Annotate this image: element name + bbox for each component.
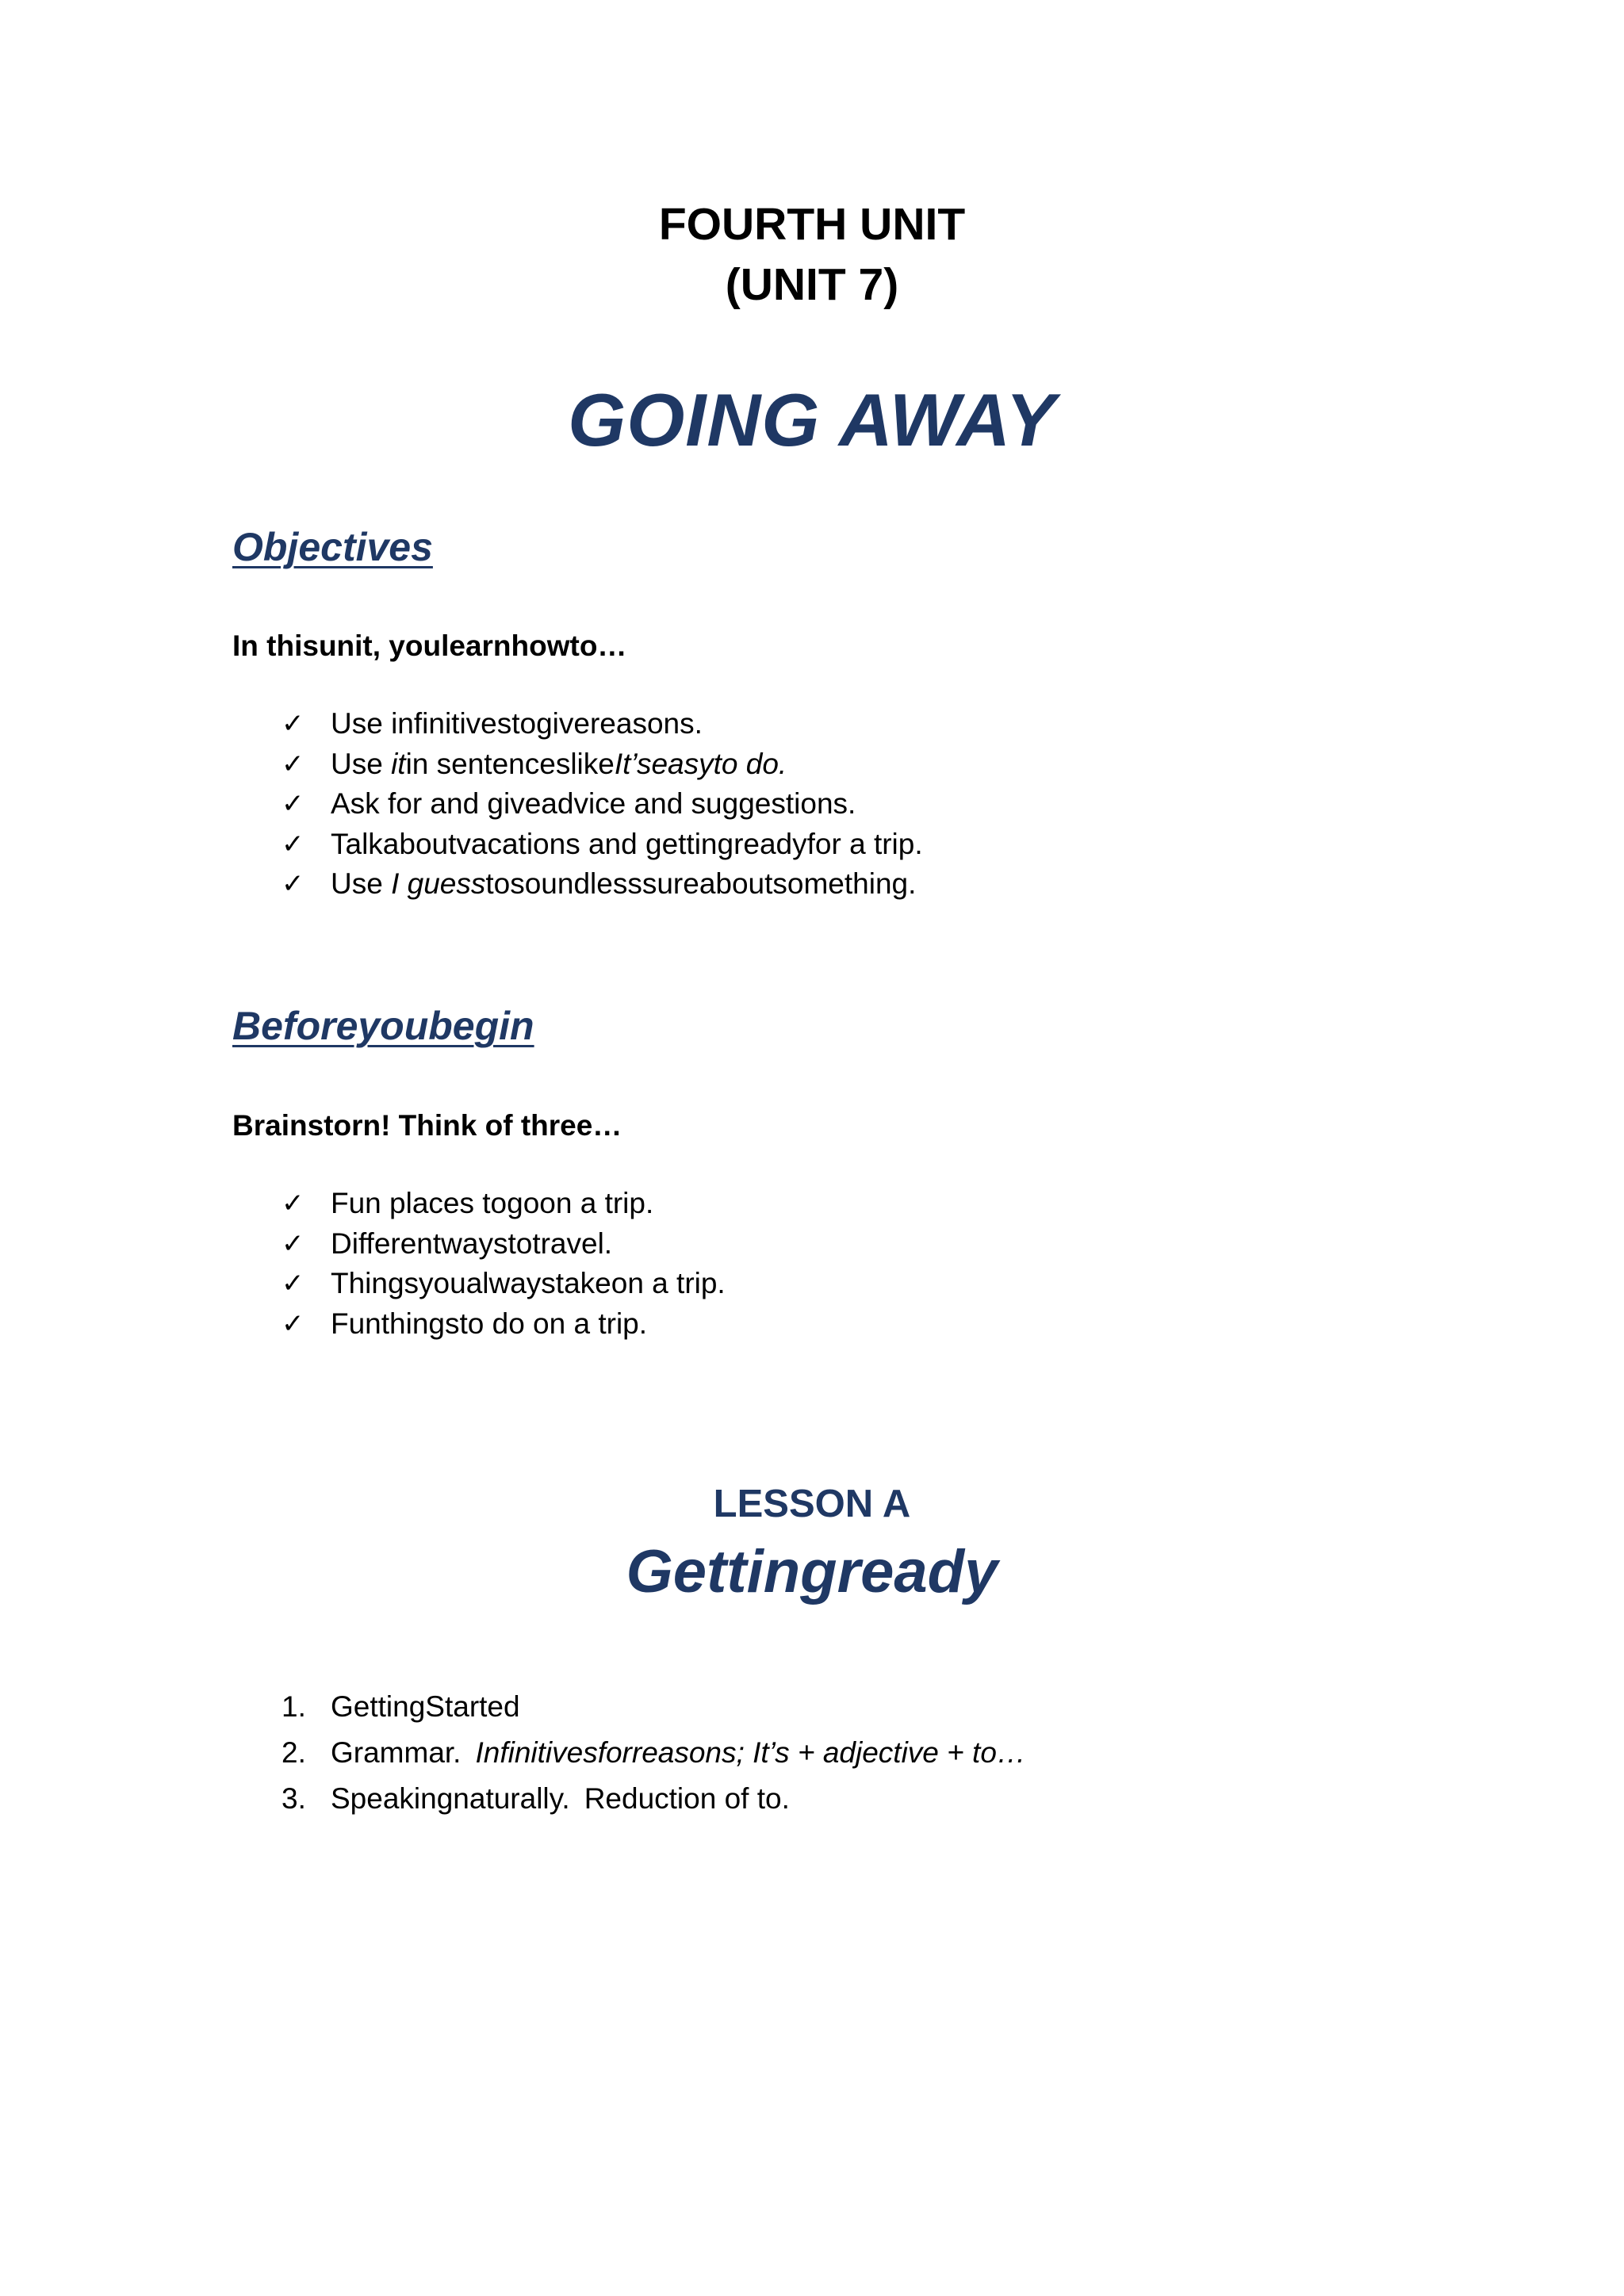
lesson-item-extra: Reduction of to. [584,1782,790,1815]
checkmark-icon: ✓ [282,748,304,780]
objectives-item-text: Use [331,747,392,780]
checkmark-icon: ✓ [282,1268,304,1299]
lesson-item-text: GettingStarted [331,1690,520,1723]
checkmark-icon: ✓ [282,1227,304,1260]
lesson-item [282,1776,1026,1822]
checkmark-icon: ✓ [282,1188,304,1219]
brainstorm-item-text: Thingsyoualwaystakeon a trip. [331,1267,726,1299]
lesson-item [282,1730,1026,1776]
brainstorm-item-text: Fun places togoon a trip. [331,1187,654,1219]
objectives-list [282,704,923,905]
objectives-intro: In thisunit, youlearnhowto… [232,629,627,662]
brainstorm-item-text: Differentwaystotravel. [331,1226,613,1260]
lesson-item-text: Grammar. [331,1736,462,1769]
objectives-item-text: Use infinitivestogivereasons. [331,707,703,740]
lesson-item [282,1684,1026,1730]
objectives-item-text: in sentenceslike [405,747,615,780]
lesson-label: LESSON A [713,1483,911,1525]
lesson-item-text: Speakingnaturally. [331,1782,570,1815]
before-you-begin-list [282,1184,726,1344]
lesson-item-number: 1. [282,1690,306,1723]
main-title: GOING AWAY [568,378,1056,461]
unit-title-line-2: (UNIT 7) [725,259,899,310]
brainstorm-item-text: Funthingsto do on a trip. [331,1307,648,1340]
brainstorm-item [282,1184,726,1224]
objectives-item-emphasis: It’seasyto do. [614,747,787,780]
objectives-item-emphasis: it [391,747,406,780]
before-you-begin-heading: Beforeyoubegin [232,1004,534,1048]
objectives-item-text: Ask for and giveadvice and suggestions. [331,787,856,820]
objectives-item [282,825,923,865]
objectives-item [282,784,923,825]
brainstorm-item [282,1224,726,1265]
lesson-item-number: 3. [282,1782,306,1815]
brainstorm-item [282,1264,726,1304]
checkmark-icon: ✓ [282,868,304,900]
objectives-item [282,744,923,785]
objectives-item-emphasis: I guess [391,867,486,900]
checkmark-icon: ✓ [282,828,304,860]
lesson-item-emphasis: Infinitivesforreasons; It’s + adjective + to… [475,1736,1026,1769]
unit-title-line-1: FOURTH UNIT [658,199,966,250]
objectives-item [282,864,923,905]
lesson-title: Gettingready [626,1538,998,1605]
checkmark-icon: ✓ [282,1307,304,1340]
objectives-item-text: Use [331,867,392,900]
checkmark-icon: ✓ [282,708,304,740]
unit-title [0,194,1624,315]
lesson-item-number: 2. [282,1736,306,1769]
before-you-begin-intro: Brainstorn! Think of three… [232,1109,622,1142]
brainstorm-item [282,1304,726,1345]
objectives-item [282,704,923,744]
checkmark-icon: ✓ [282,788,304,820]
objectives-item-text: Talkaboutvacations and gettingreadyfor a trip. [331,827,923,860]
objectives-heading: Objectives [232,525,433,569]
lesson-list [282,1684,1026,1822]
objectives-item-text: tosoundlesssureaboutsomething. [485,867,917,900]
